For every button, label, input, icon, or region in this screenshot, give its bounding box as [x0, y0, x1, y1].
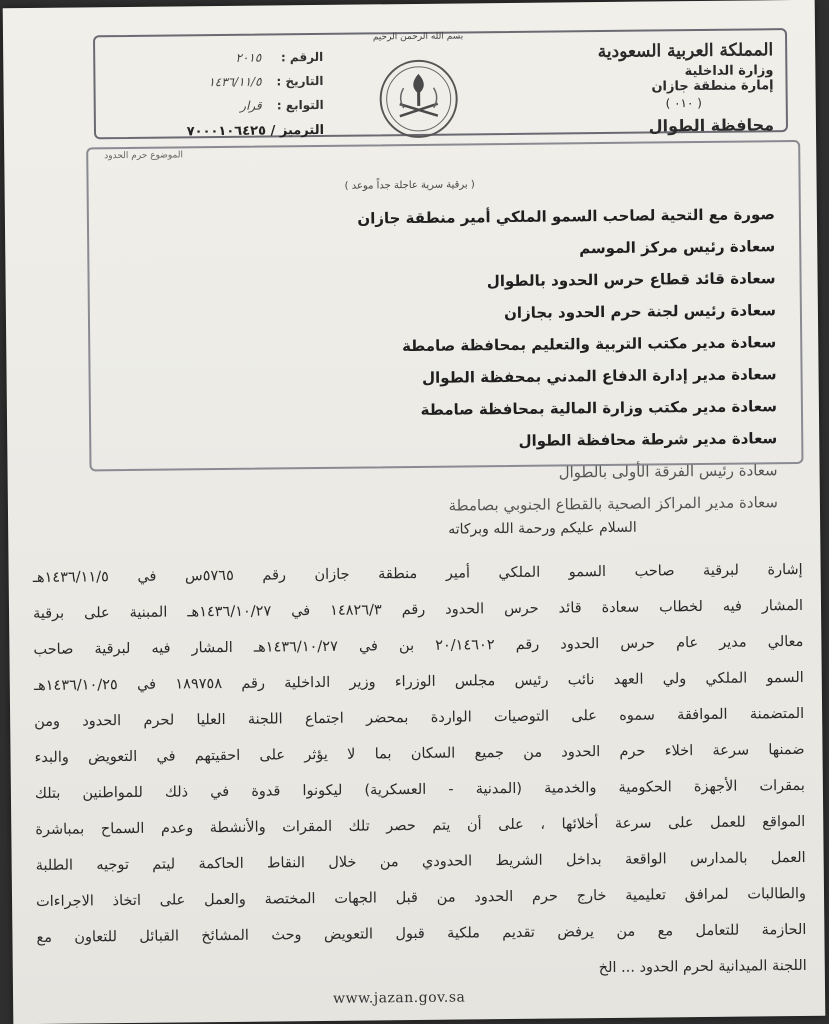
number-row	[113, 45, 323, 71]
kingdom-name: المملكة العربية السعودية	[597, 40, 774, 63]
body-line: بمقرات الأجهزة الحكومية والخدمية (المدنية - العسكرية) ليكونوا قدوة في ذلك للمواطنين بتلك	[34, 777, 805, 802]
recipient-item: سعادة قائد قطاع حرس الحدود بالطوال	[486, 269, 776, 291]
body-line: اللجنة الميدانية لحرم الحدود ... الخ	[598, 957, 807, 977]
body-line: المواقع للعمل على سرعة أخلائها ، على أن يتم حصر تلك المقرات والأنشطة وعدم السماح بمباشرة	[35, 813, 806, 838]
recipient-item: سعادة مدير إدارة الدفاع المدني بمحفظة الطوال	[421, 365, 777, 387]
recipient-item: سعادة رئيس مركز الموسم	[579, 237, 776, 258]
body-line: السمو الملكي ولي العهد نائب رئيس مجلس الوزراء وزير الداخلية رقم ١٨٩٧٥٨ في ١٤٣٦/١٠/٢٥هـ	[33, 669, 804, 694]
basmala: بسم الله الرحمن الرحيم	[372, 31, 464, 43]
governorate-name: محافظة الطوال	[648, 115, 775, 136]
subject-line: الموضوع حرم الحدود	[104, 150, 184, 162]
urgent-note: ( برقية سرية عاجلة جداً موعد )	[344, 179, 475, 192]
body-line: والطالبات لمرافق تعليمية خارج حرم الحدود من قبل الجهات المختصة والعمل على اتخاذ الاجراءات	[35, 885, 807, 910]
recipient-item: سعادة رئيس الفرقة الأولى بالطوال	[558, 461, 778, 482]
recipient-item: سعادة مدير مكتب وزارة المالية بمحافظة صامطة	[420, 397, 778, 419]
footer-website-url: www.jazan.gov.sa	[333, 989, 466, 1007]
recipient-item: سعادة مدير المراكز الصحية بالقطاع الجنوبي بصامطة	[448, 493, 779, 515]
date-label: التاريخ :	[276, 73, 324, 89]
body-line: معالي مدير عام حرس الحدود رقم ٢٠/١٤٦٠٢ بن في ١٤٣٦/١٠/٢٧هـ المشار فيه لبرقية صاحب	[33, 633, 804, 658]
recipient-item: سعادة مدير شرطة محافظة الطوال	[518, 429, 778, 450]
reference-block	[113, 45, 324, 140]
ministry-name: وزارة الداخلية	[684, 63, 774, 80]
date-row	[113, 69, 323, 95]
body-line: المشار فيه لخطاب سعادة قائد حرس الحدود رقم ١٤٨٢٦/٣ في ١٤٣٦/١٠/٢٧هـ المبنية على برقية	[32, 597, 804, 622]
recipients-list	[305, 198, 778, 523]
number-value: ٢٠١٥	[235, 50, 262, 65]
letter-body	[32, 552, 806, 992]
body-line: الحازمة للتعامل مع من يرفض تقديم ملكية قبول التعويض وحث المشائخ القبائل للتعاون مع	[36, 921, 807, 946]
emirate-name: إمارة منطقة جازان	[651, 78, 774, 95]
recipient-item: صورة مع التحية لصاحب السمو الملكي أمير منطقة جازان	[357, 205, 775, 228]
attachments-row	[114, 93, 324, 119]
body-line: العمل بالمدارس الواقعة بداخل الشريط الحدودي من خلال النقاط الحاكمة ليتم توجيه الطلبة	[35, 849, 806, 874]
office-code: ( ٠١٠ )	[665, 95, 702, 111]
body-line: إشارة لبرقية صاحب السمو الملكي أمير منطقة جازان رقم ٥٧٦٥س في ١٤٣٦/١١/٥هـ	[32, 561, 803, 586]
number-label: الرقم :	[280, 49, 324, 65]
recipient-item: سعادة مدير مكتب التربية والتعليم بمحافظة صامطة	[401, 333, 777, 356]
reference-code: الترميز / ٧٠٠٠١٠٦٤٢٥	[186, 122, 325, 140]
attachments-label: التوابع :	[276, 97, 324, 113]
body-line: المتضمنة الموافقة سموه على التوصيات الواردة بمحضر اجتماع اللجنة العليا لحرم الحدود ومن	[34, 705, 805, 730]
letter-page	[3, 0, 826, 1024]
body-line: ضمنها سرعة اخلاء حرم الحدود من جميع السكان بما لا يؤثر على احقيتهم في التعويض والبدء	[34, 741, 805, 766]
greeting: السلام عليكم ورحمة الله وبركاته	[448, 519, 637, 538]
saudi-emblem-icon	[377, 58, 460, 141]
date-value: ١٤٣٦/١١/٥	[208, 74, 262, 90]
attachments-value: قرار	[240, 98, 262, 113]
recipient-item: سعادة رئيس لجنة حرم الحدود بجازان	[503, 301, 777, 323]
issuer-block	[533, 40, 774, 137]
